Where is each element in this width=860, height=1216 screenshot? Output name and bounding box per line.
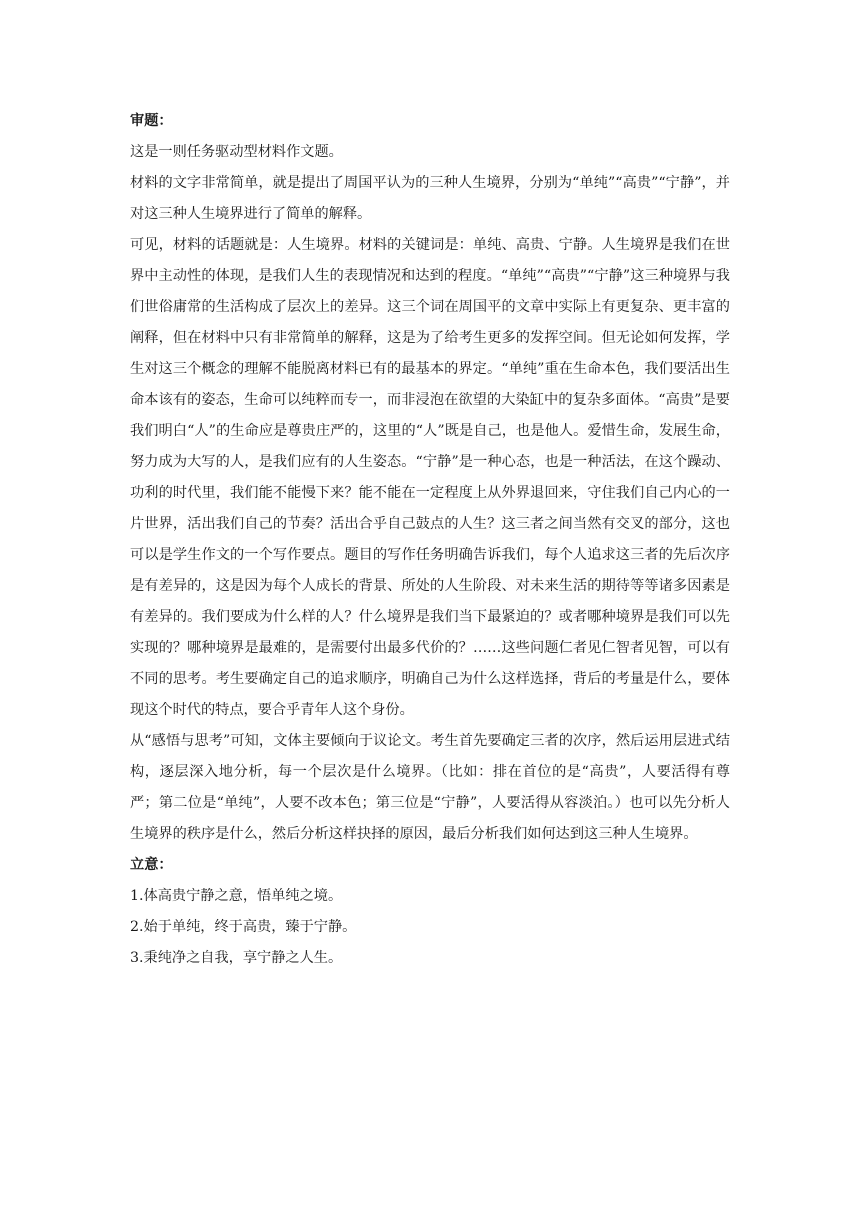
paragraph-intro: 这是一则任务驱动型材料作文题。: [130, 144, 343, 160]
paragraph-structure: 从“感悟与思考”可知，文体主要倾向于议论文。考生首先要确定三者的次序，然后运用层进式结构，逐层深入地分析，每一个层次是什么境界。（比如：排在首位的是“高贵”，人要活得有尊严；第二位是“单纯”，人要不改本色；第三位是“宁静”，人要活得从容淡泊。）也可以先分析人生境界的秩序是什么，然后分析这样抉择的原因，最后分析我们如何达到这三种人生境界。: [130, 733, 730, 842]
theme-item: 2.始于单纯，终于高贵，臻于宁静。: [130, 919, 357, 935]
section-heading-theme: 立意：: [130, 857, 173, 873]
theme-item: 3.秉纯净之自我，享宁静之人生。: [130, 950, 343, 966]
section-heading-review: 审题：: [130, 113, 173, 129]
paragraph-analysis: 可见，材料的话题就是：人生境界。材料的关键词是：单纯、高贵、宁静。人生境界是我们在世界中主动性的体现，是我们人生的表现情况和达到的程度。“单纯”“高贵”“宁静”这三种境界与我们世俗庸常的生活构成了层次上的差异。这三个词在周国平的文章中实际上有更复杂、更丰富的阐释，但在材料中只有非常简单的解释，这是为了给考生更多的发挥空间。但无论如何发挥，学生对这三个概念的理解不能脱离材料已有的最基本的界定。“单纯”重在生命本色，我们要活出生命本该有的姿态，生命可以纯粹而专一，而非浸泡在欲望的大染缸中的复杂多面体。“高贵”是要我们明白“人”的生命应是尊贵庄严的，这里的“人”既是自己，也是他人。爱惜生命，发展生命，努力成为大写的人，是我们应有的人生姿态。“宁静”是一种心态，也是一种活法，在这个躁动、功利的时代里，我们能不能慢下来？能不能在一定程度上从外界退回来，守住我们自己内心的一片世界，活出我们自己的节奏？活出合乎自己鼓点的人生？这三者之间当然有交叉的部分，这也可以是学生作文的一个写作要点。题目的写作任务明确告诉我们，每个人追求这三者的先后次序是有差异的，这是因为每个人成长的背景、所处的人生阶段、对未来生活的期待等等诸多因素是有差异的。我们要成为什么样的人？什么境界是我们当下最紧迫的？或者哪种境界是我们可以先实现的？哪种境界是最难的，是需要付出最多代价的？……这些问题仁者见仁智者见智，可以有不同的思考。考生要确定自己的追求顺序，明确自己为什么这样选择，背后的考量是什么，要体现这个时代的特点，要合乎青年人这个身份。: [130, 237, 730, 718]
paragraph-material: 材料的文字非常简单，就是提出了周国平认为的三种人生境界，分别为“单纯”“高贵”“宁静”，并对这三种人生境界进行了简单的解释。: [130, 175, 730, 222]
theme-item: 1.体高贵宁静之意，悟单纯之境。: [130, 888, 343, 904]
document-page: [130, 106, 730, 974]
